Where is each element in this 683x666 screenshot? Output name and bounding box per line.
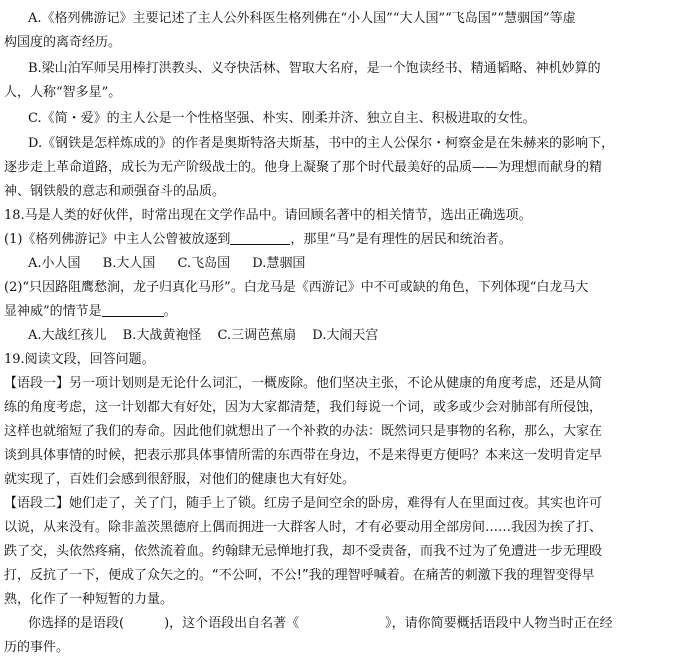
q19-question-part3: 》，请你简要概括语段中人物当时正在经 — [385, 616, 613, 631]
q18-sub2-option-c[interactable]: C.三调芭蕉扇 — [217, 328, 297, 343]
q19-question-line1 — [28, 613, 613, 635]
q18-sub1-text-before: (1)《格列佛游记》中主人公曾被放逐到 — [4, 232, 231, 247]
q17-option-d-line3: 神、钢铁般的意志和顽强奋斗的品质。 — [4, 184, 226, 199]
q17-option-c-line1: C.《简・爱》的主人公是一个性格坚强、朴实、刚柔并济、独立自主、积极进取的女性。 — [28, 111, 536, 126]
q18-sub1-option-d[interactable]: D.慧骃国 — [252, 256, 306, 271]
q19-passage2-line5: 熟，化作了一种短暂的力量。 — [4, 592, 174, 607]
q19-passage2-text: 她们走了，关了门，随手上了锁。红房子是间空余的卧房，难得有人在里面过夜。其实也许可 — [69, 496, 603, 511]
q18-sub2-option-a[interactable]: A.大战红孩儿 — [28, 328, 107, 343]
q18-sub1-text-after: ，那里“马”是有理性的居民和统治者。 — [290, 232, 512, 247]
q19-passage2-line1 — [4, 493, 602, 515]
q19-passage2-line3: 跌了交，头依然疼痛，依然流着血。约翰肆无忌惮地打我，却不受责备，而我不过为了免遭进一步无理殴 — [4, 544, 603, 559]
q18-sub2-answer-blank[interactable] — [102, 302, 164, 317]
q19-stem: 19.阅读文段，回答问题。 — [4, 352, 155, 367]
q18-sub2-options — [28, 325, 390, 347]
q19-passage1-line5: 就实现了，百姓们会感到很舒服，对他们的健康也大有好处。 — [4, 472, 356, 487]
q19-passage1-text: 另一项计划则是无论什么词汇，一概废除。他们坚决主张，不论从健康的角度考虑，还是从简 — [69, 376, 603, 391]
q19-question-part1: 你选择的是语段( — [28, 616, 125, 631]
q18-stem: 18.马是人类的好伙伴，时常出现在文学作品中。请回顾名著中的相关情节，选出正确选项。 — [4, 208, 532, 223]
q17-option-a-line2: 构国度的离奇经历。 — [4, 35, 122, 50]
q19-passage2-line4: 打，反抗了一下，便成了众矢之的。“不公呵，不公!”我的理智呼喊着。在痛苦的刺激下我的理智变得早 — [4, 568, 595, 583]
q17-option-a-line1: A.《格列佛游记》主要记述了主人公外科医生格列佛在“小人国”“大人国”“飞岛国”“慧骃国”等虚 — [28, 11, 576, 26]
q17-option-b-line1: B.梁山泊军师吴用棒打洪教头、义夺快活林、智取大名府，是一个饱读经书、精通韬略、神机妙算的 — [28, 61, 601, 76]
q19-question-part2: )，这个语段出自名著《 — [164, 616, 300, 631]
q17-option-b-line2: 人，人称“智多星”。 — [4, 85, 122, 100]
q18-sub2-option-b[interactable]: B.大战黄袍怪 — [122, 328, 202, 343]
q19-passage1-line1 — [4, 373, 602, 395]
q19-passage2-line2: 以说，从来没有。除非盖茨黑德府上偶而拥进一大群客人时，才有必要动用全部房间……我因为挨了打、 — [4, 520, 603, 535]
q18-sub2-text-before: 显神威”的情节是 — [4, 304, 102, 319]
q19-passage1-label: 【语段一】 — [4, 376, 70, 391]
q18-sub2-line1: (2)“只因路阻鹰愁涧，龙子归真化马形”。白龙马是《西游记》中不可或缺的角色，下列体现“白龙马大 — [4, 280, 589, 295]
q18-sub1-option-b[interactable]: B.大人国 — [102, 256, 156, 271]
q19-passage1-line3: 这样也就缩短了我们的寿命。因此他们就想出了一个补救的办法：既然词只是事物的名称，那么，大家在 — [4, 424, 603, 439]
q17-option-d-line2: 逐步走上革命道路，成长为无产阶级战士的。他身上凝聚了那个时代最美好的品质——为理想而献身的精 — [4, 160, 603, 175]
q19-question-line2: 历的事件。 — [4, 640, 70, 655]
q18-sub2-line2 — [4, 301, 177, 323]
q17-option-d-line1: D.《钢铁是怎样炼成的》的作者是奥斯特洛夫斯基，书中的主人公保尔・柯察金是在朱赫来的影响下， — [28, 136, 615, 151]
q18-sub2-option-d[interactable]: D.大闹天宫 — [312, 328, 379, 343]
q18-sub2-text-after: 。 — [163, 304, 177, 319]
q19-passage2-label: 【语段二】 — [4, 496, 70, 511]
q18-sub1-answer-blank[interactable] — [230, 230, 290, 245]
q18-sub1-options — [28, 253, 323, 275]
q18-sub1 — [4, 229, 512, 251]
q18-sub1-option-a[interactable]: A.小人国 — [28, 256, 81, 271]
q19-passage1-line4: 谈到具体事情的时候，把表示那具体事情所需的东西带在身边，不是来得更方便吗？本来这一发明肯定早 — [4, 448, 603, 463]
q19-passage1-line2: 练的角度考虑，这一计划都大有好处，因为大家都清楚，我们每说一个词，或多或少会对肺部有所侵蚀， — [4, 400, 603, 415]
q18-sub1-option-c[interactable]: C.飞岛国 — [177, 256, 231, 271]
